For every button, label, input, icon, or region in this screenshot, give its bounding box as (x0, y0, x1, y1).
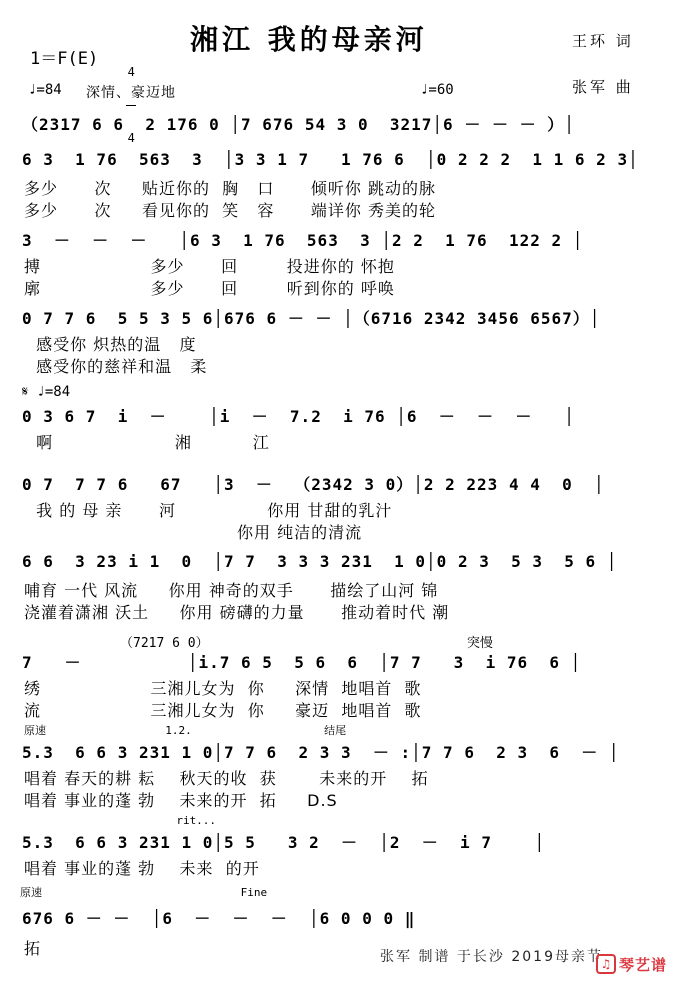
lyric-row-8-verse-2: 流 三湘儿女为 你 豪迈 地唱首 歌 (24, 701, 422, 720)
row-9-marks: 原速 1.2. 结尾 (24, 724, 347, 737)
notation-row-10: 5.3 6 6 3 231 1 0│5 5 3 2 － │2 － i 7 │ (22, 833, 546, 852)
notation-row-2: 6 3 1 76 563 3 │3 3 1 7 1 76 6 │0 2 2 2 1 1 6 2 3│ (22, 150, 639, 169)
lyric-row-6-verse-2: 你用 纯洁的清流 (24, 523, 363, 542)
notation-row-7: 6 6 3 23 i 1 0 │7 7 3 3 3 231 1 0│0 2 3 5 3 5 6 │ (22, 552, 618, 571)
lyricist: 王环 词 (572, 32, 634, 50)
lyric-row-9-verse-1: 唱着 春天的耕 耘 秋天的收 获 未来的开 拓 (24, 769, 429, 788)
lyric-row-6-verse-1: 我 的 母 亲 河 你用 甘甜的乳汁 (24, 501, 393, 520)
tempo-intro: ♩=84 (28, 82, 62, 98)
lyric-row-10-verse-1: 唱着 事业的蓬 勃 未来 的开 (24, 859, 260, 878)
meter-line (126, 105, 136, 106)
composer: 张军 曲 (572, 78, 634, 96)
lyric-row-5-verse-1: 啊 湘 江 (24, 433, 270, 452)
expression-mark: 深情、豪迈地 (86, 85, 176, 101)
row-8-marks: （7217 6 0） 突慢 (120, 636, 493, 651)
notation-row-8: 7 － │i.7 6 5 5 6 6 │7 7 3 i 76 6 │ (22, 653, 582, 672)
notation-row-4: 0 7 7 6 5 5 3 5 6│676 6 － － │（6716 2342 3456 6567）│ (22, 309, 601, 328)
logo-text: 琴艺谱 (619, 955, 668, 974)
notation-row-1: （2317 6 6 2 176 0 │7 676 54 3 0 3217│6 － － － ）│ (22, 115, 575, 134)
notation-row-9: 5.3 6 6 3 231 1 0│7 7 6 2 3 3 － :│7 7 6 2 3 6 － │ (22, 743, 620, 762)
row-11-marks: 原速 Fine (20, 886, 268, 899)
lyric-row-8-verse-1: 绣 三湘儿女为 你 深情 地唱首 歌 (24, 679, 422, 698)
tempo-slow: ♩=60 (420, 82, 454, 98)
lyric-row-3-verse-1: 搏 多少 回 投进你的 怀抱 (24, 257, 395, 276)
lyric-row-4-verse-2: 感受你的慈祥和温 柔 (24, 357, 208, 376)
notation-row-6: 0 7 7 7 6 67 │3 － （2342 3 0）│2 2 223 4 4 0 │ (22, 475, 605, 494)
lyric-row-4-verse-1: 感受你 炽热的温 度 (24, 335, 197, 354)
notation-row-3: 3 － － － │6 3 1 76 563 3 │2 2 1 76 122 2 │ (22, 231, 584, 250)
lyric-row-2-verse-1: 多少 次 贴近你的 胸 口 倾听你 跳动的脉 (24, 179, 436, 198)
segno-tempo-mark: 𝄋 ♩=84 (22, 384, 71, 400)
song-title: 湘江 我的母亲河 (190, 23, 428, 56)
row-10-marks: rit... (24, 814, 217, 827)
notation-row-5: 0 3 6 7 i － │i － 7.2 i 76 │6 － － － │ (22, 407, 575, 426)
lyric-row-7-verse-2: 浇灌着潇湘 沃土 你用 磅礴的力量 推动着时代 潮 (24, 603, 450, 622)
key-signature: 1＝F(E) (30, 49, 99, 69)
notation-row-11: 676 6 － － │6 － － － │6 0 0 0 ‖ (22, 909, 416, 928)
meter-bottom: 4 (127, 131, 135, 145)
lyric-row-7-verse-1: 哺育 一代 风流 你用 神奇的双手 描绘了山河 锦 (24, 581, 439, 600)
meter-top: 4 (127, 65, 135, 79)
logo-icon: ♫ (596, 954, 616, 974)
lyric-row-2-verse-2: 多少 次 看见你的 笑 容 端详你 秀美的轮 (24, 201, 436, 220)
lyric-row-3-verse-2: 廓 多少 回 听到你的 呼唤 (24, 279, 395, 298)
lyric-row-11-verse-1: 拓 (24, 939, 42, 958)
lyric-row-9-verse-2: 唱着 事业的蓬 勃 未来的开 拓 D.S (24, 791, 338, 810)
site-logo (596, 952, 680, 976)
transcriber-credit: 张军 制谱 于长沙 2019母亲节 (380, 949, 603, 965)
